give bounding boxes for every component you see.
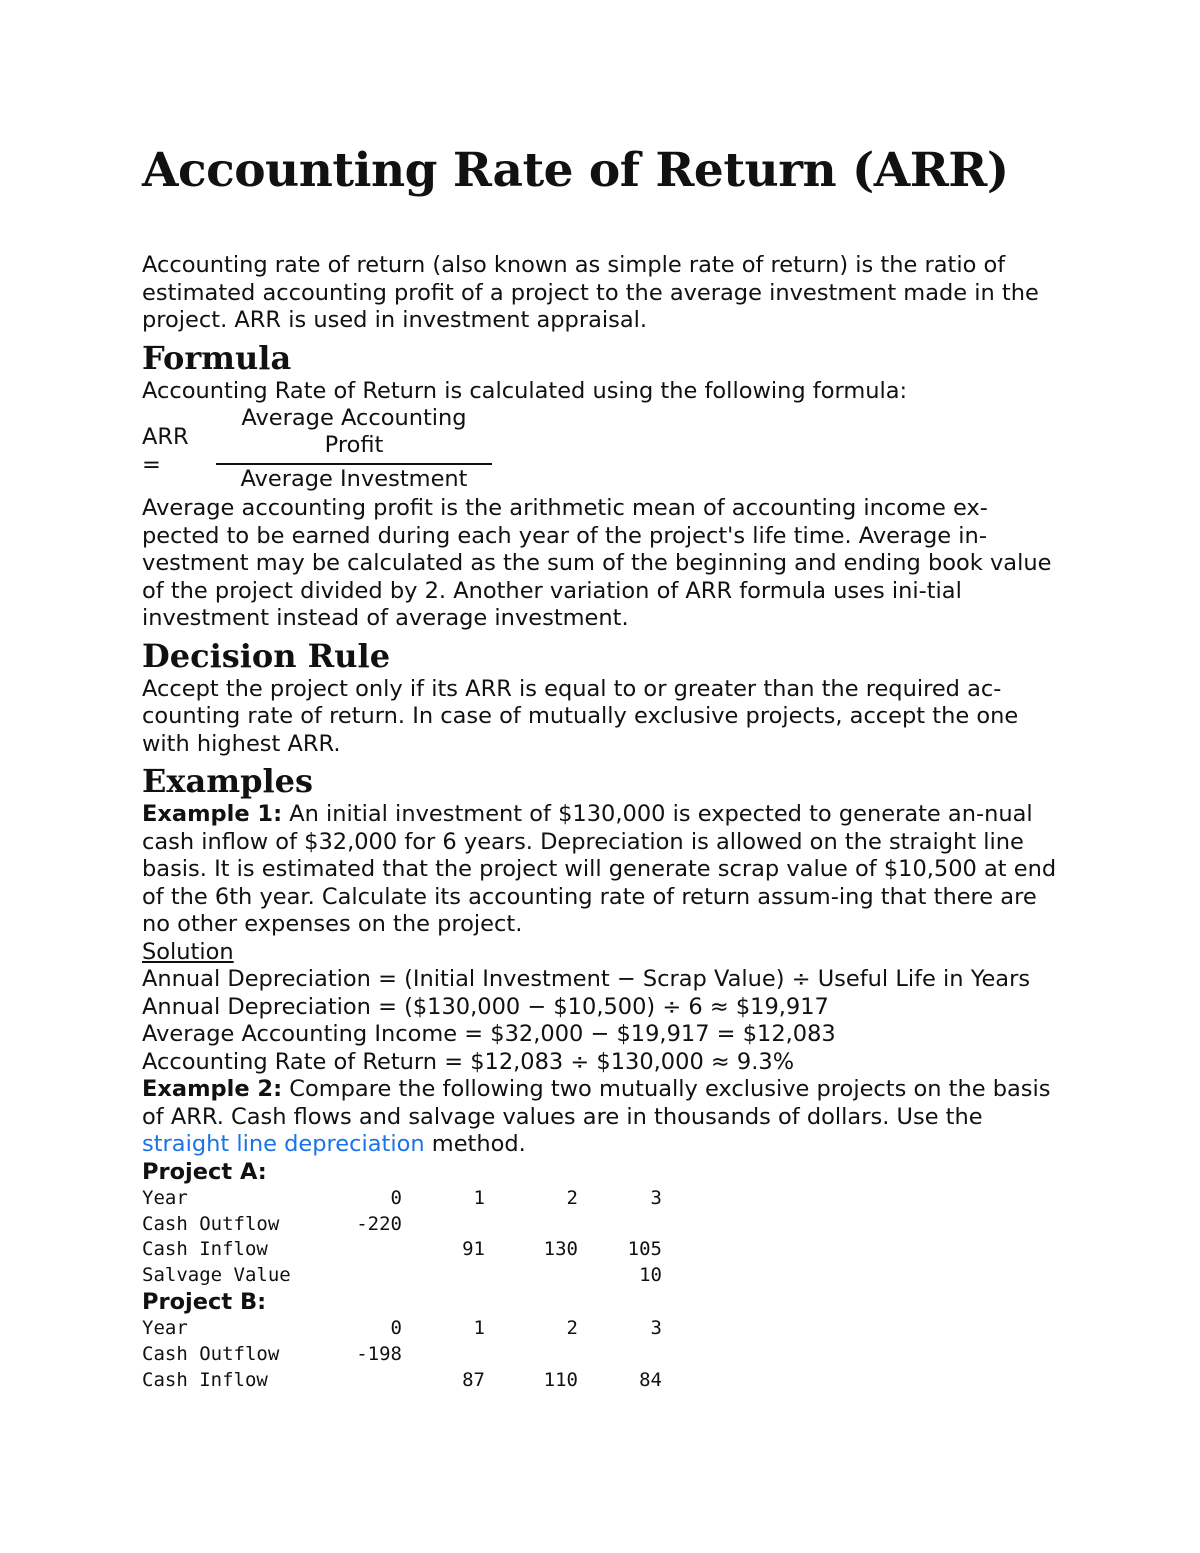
example-2-paragraph [142,1076,1062,1159]
project-b-heading: Project B: [142,1288,267,1315]
cell-year-3: 10 [639,1264,662,1287]
formula-heading: Formula [142,338,292,377]
table-row [142,1263,662,1289]
cell-year-0: -220 [356,1212,402,1235]
table-row [142,1368,662,1394]
table-row [142,1316,662,1342]
cell-year-2: 110 [543,1368,578,1391]
cell-year-1 [402,1212,485,1238]
cell-year-2 [485,1263,578,1289]
cell-year-1: 91 [462,1238,485,1261]
arr-formula [142,405,1062,495]
row-label: Cash Outflow [142,1212,280,1235]
solution-line-4: Accounting Rate of Return = $12,083 ÷ $130,000 ≈ 9.3% [142,1048,795,1075]
cell-year-1: 1 [473,1187,485,1209]
row-label: Cash Inflow [142,1368,268,1391]
project-a-heading: Project A: [142,1158,267,1185]
cell-year-0: 0 [390,1317,402,1340]
cell-year-0: 0 [390,1187,402,1209]
decision-rule-text: Accept the project only if its ARR is equal to or greater than the required ac-counting rate of return. In case of mutually exclusive projects, accept the one with highest ARR. [142,675,1019,757]
example-1-paragraph [142,801,1062,939]
cell-year-2: 130 [543,1238,578,1261]
cell-year-1 [402,1342,485,1368]
page-title: Accounting Rate of Return (ARR) [142,143,1009,198]
cell-year-3: 3 [650,1317,662,1340]
formula-lead: Accounting Rate of Return is calculated using the following formula: [142,377,908,404]
example-2-text-after: method. [424,1131,526,1157]
solution-label: Solution [142,938,234,965]
example-2-text-before: Compare the following two mutually exclusive projects on the basis of ARR. Cash flows and salvage values are in thousands of dollars. Use the [142,1076,1051,1130]
intro-paragraph: Accounting rate of return (also known as simple rate of return) is the ratio of estimated accounting profit of a project to the average investment made in the project. ARR is used in investment appraisal. [142,252,1039,333]
cell-year-3: 3 [650,1187,662,1209]
straight-line-depreciation-link[interactable]: straight line depreciation [142,1131,425,1157]
cell-year-3: 84 [639,1368,662,1391]
cell-year-2 [485,1212,578,1238]
cell-year-3 [578,1342,662,1368]
project-a-table [142,1186,662,1289]
row-label: Year [142,1317,188,1340]
cell-year-3 [578,1212,662,1238]
formula-numerator: Average Accounting Profit [241,405,467,458]
examples-heading: Examples [142,762,313,800]
row-label: Year [142,1187,188,1209]
example-1-label: Example 1: [142,801,283,827]
row-label: Cash Outflow [142,1343,280,1366]
cell-year-2 [485,1342,578,1368]
row-label: Cash Inflow [142,1238,268,1261]
cell-year-1: 1 [473,1317,485,1340]
row-label: Salvage Value [142,1264,291,1287]
formula-explanation: Average accounting profit is the arithmetic mean of accounting income ex-pected to be earned during each year of the project's life time. Average in-vestment may be calculated as the sum of the beginning and ending book value of the project divided by 2. Another variation of ARR formula uses ini-tial investment instead of average investment. [142,495,1052,631]
table-row [142,1342,662,1368]
cell-year-3: 105 [627,1238,662,1261]
solution-line-1: Annual Depreciation = (Initial Investment − Scrap Value) ÷ Useful Life in Years [142,966,1031,992]
project-b-table [142,1316,662,1393]
cell-year-0 [342,1263,402,1289]
solution-line-3: Average Accounting Income = $32,000 − $19,917 = $12,083 [142,1021,836,1047]
table-row [142,1237,662,1263]
formula-denominator: Average Investment [240,466,468,492]
cell-year-0: -198 [356,1343,402,1366]
formula-lhs: ARR = [142,424,189,478]
table-row [142,1186,662,1212]
cell-year-1 [402,1263,485,1289]
example-2-label: Example 2: [142,1076,283,1102]
cell-year-0 [342,1237,402,1263]
document-content [142,136,1062,1393]
table-row [142,1212,662,1238]
cell-year-1: 87 [462,1368,485,1391]
cell-year-2: 2 [566,1187,578,1209]
decision-rule-heading: Decision Rule [142,636,391,675]
example-1-text: An initial investment of $130,000 is expected to generate an-nual cash inflow of $32,000 for 6 years. Depreciation is allowed on the straight line basis. It is estimated that the project will generate scrap value of $10,500 at end of the 6th year. Calculate its accounting rate of return assum-ing that there are no other expenses on the project. [142,801,1057,937]
cell-year-2: 2 [566,1317,578,1340]
solution-line-2: Annual Depreciation = ($130,000 − $10,500) ÷ 6 ≈ $19,917 [142,993,829,1020]
cell-year-0 [342,1368,402,1394]
